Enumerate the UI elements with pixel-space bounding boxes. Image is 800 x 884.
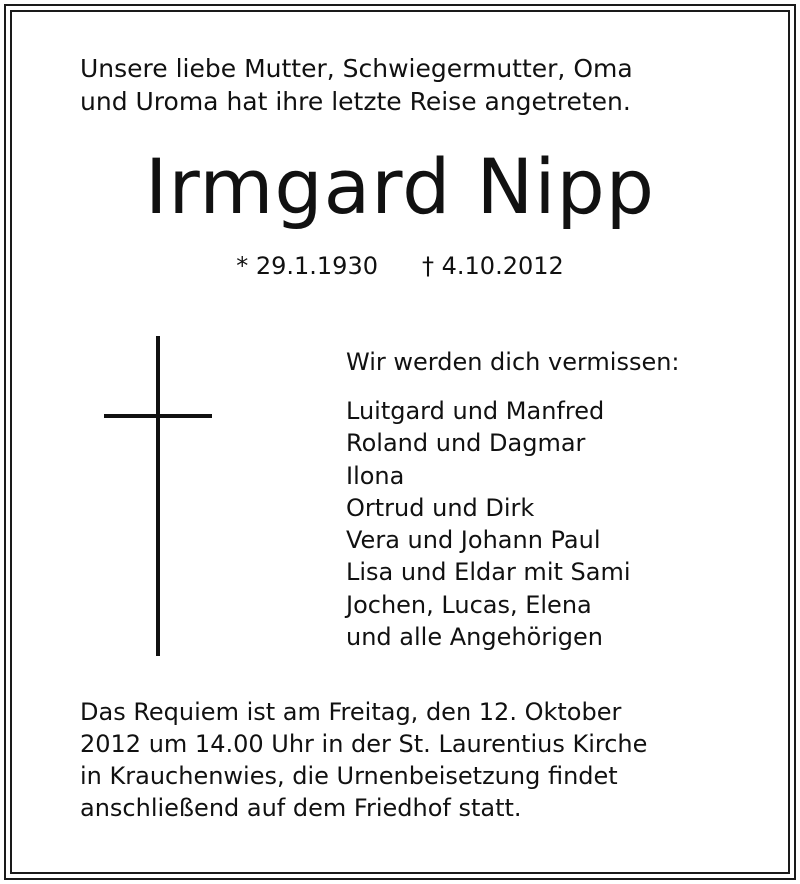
service-details xyxy=(80,696,647,824)
mourner-entry: Jochen, Lucas, Elena xyxy=(346,590,592,619)
mourner-entry: Luitgard und Manfred xyxy=(346,397,605,425)
mourner-entry: Lisa und Eldar mit Sami xyxy=(346,558,631,587)
death-date: † 4.10.2012 xyxy=(422,252,564,280)
mourner-entry: Roland und Dagmar xyxy=(346,429,586,458)
cross-icon xyxy=(104,336,212,656)
life-dates xyxy=(0,250,800,282)
service-line: Das Requiem ist am Freitag, den 12. Oktober xyxy=(80,698,622,726)
intro-text xyxy=(80,52,633,118)
mourner-entry: Ilona xyxy=(346,461,405,490)
mourner-entry: Vera und Johann Paul xyxy=(346,526,601,555)
mourner-entry: und alle Angehörigen xyxy=(346,623,603,652)
cross-vertical-bar xyxy=(156,336,160,656)
service-line: in Krauchenwies, die Urnenbeisetzung findet xyxy=(80,762,618,790)
service-line: 2012 um 14.00 Uhr in der St. Laurentius Kirche xyxy=(80,730,648,758)
intro-line: und Uroma hat ihre letzte Reise angetreten. xyxy=(80,87,631,116)
miss-heading: Wir werden dich vermissen: xyxy=(346,348,680,376)
service-line: anschließend auf dem Friedhof statt. xyxy=(80,794,522,822)
birth-date: * 29.1.1930 xyxy=(236,252,378,280)
mourners-list xyxy=(346,395,631,653)
deceased-name: Irmgard Nipp xyxy=(145,142,655,231)
intro-line: Unsere liebe Mutter, Schwiegermutter, Oma xyxy=(80,54,633,83)
cross-horizontal-bar xyxy=(104,414,212,418)
mourner-entry: Ortrud und Dirk xyxy=(346,493,535,522)
